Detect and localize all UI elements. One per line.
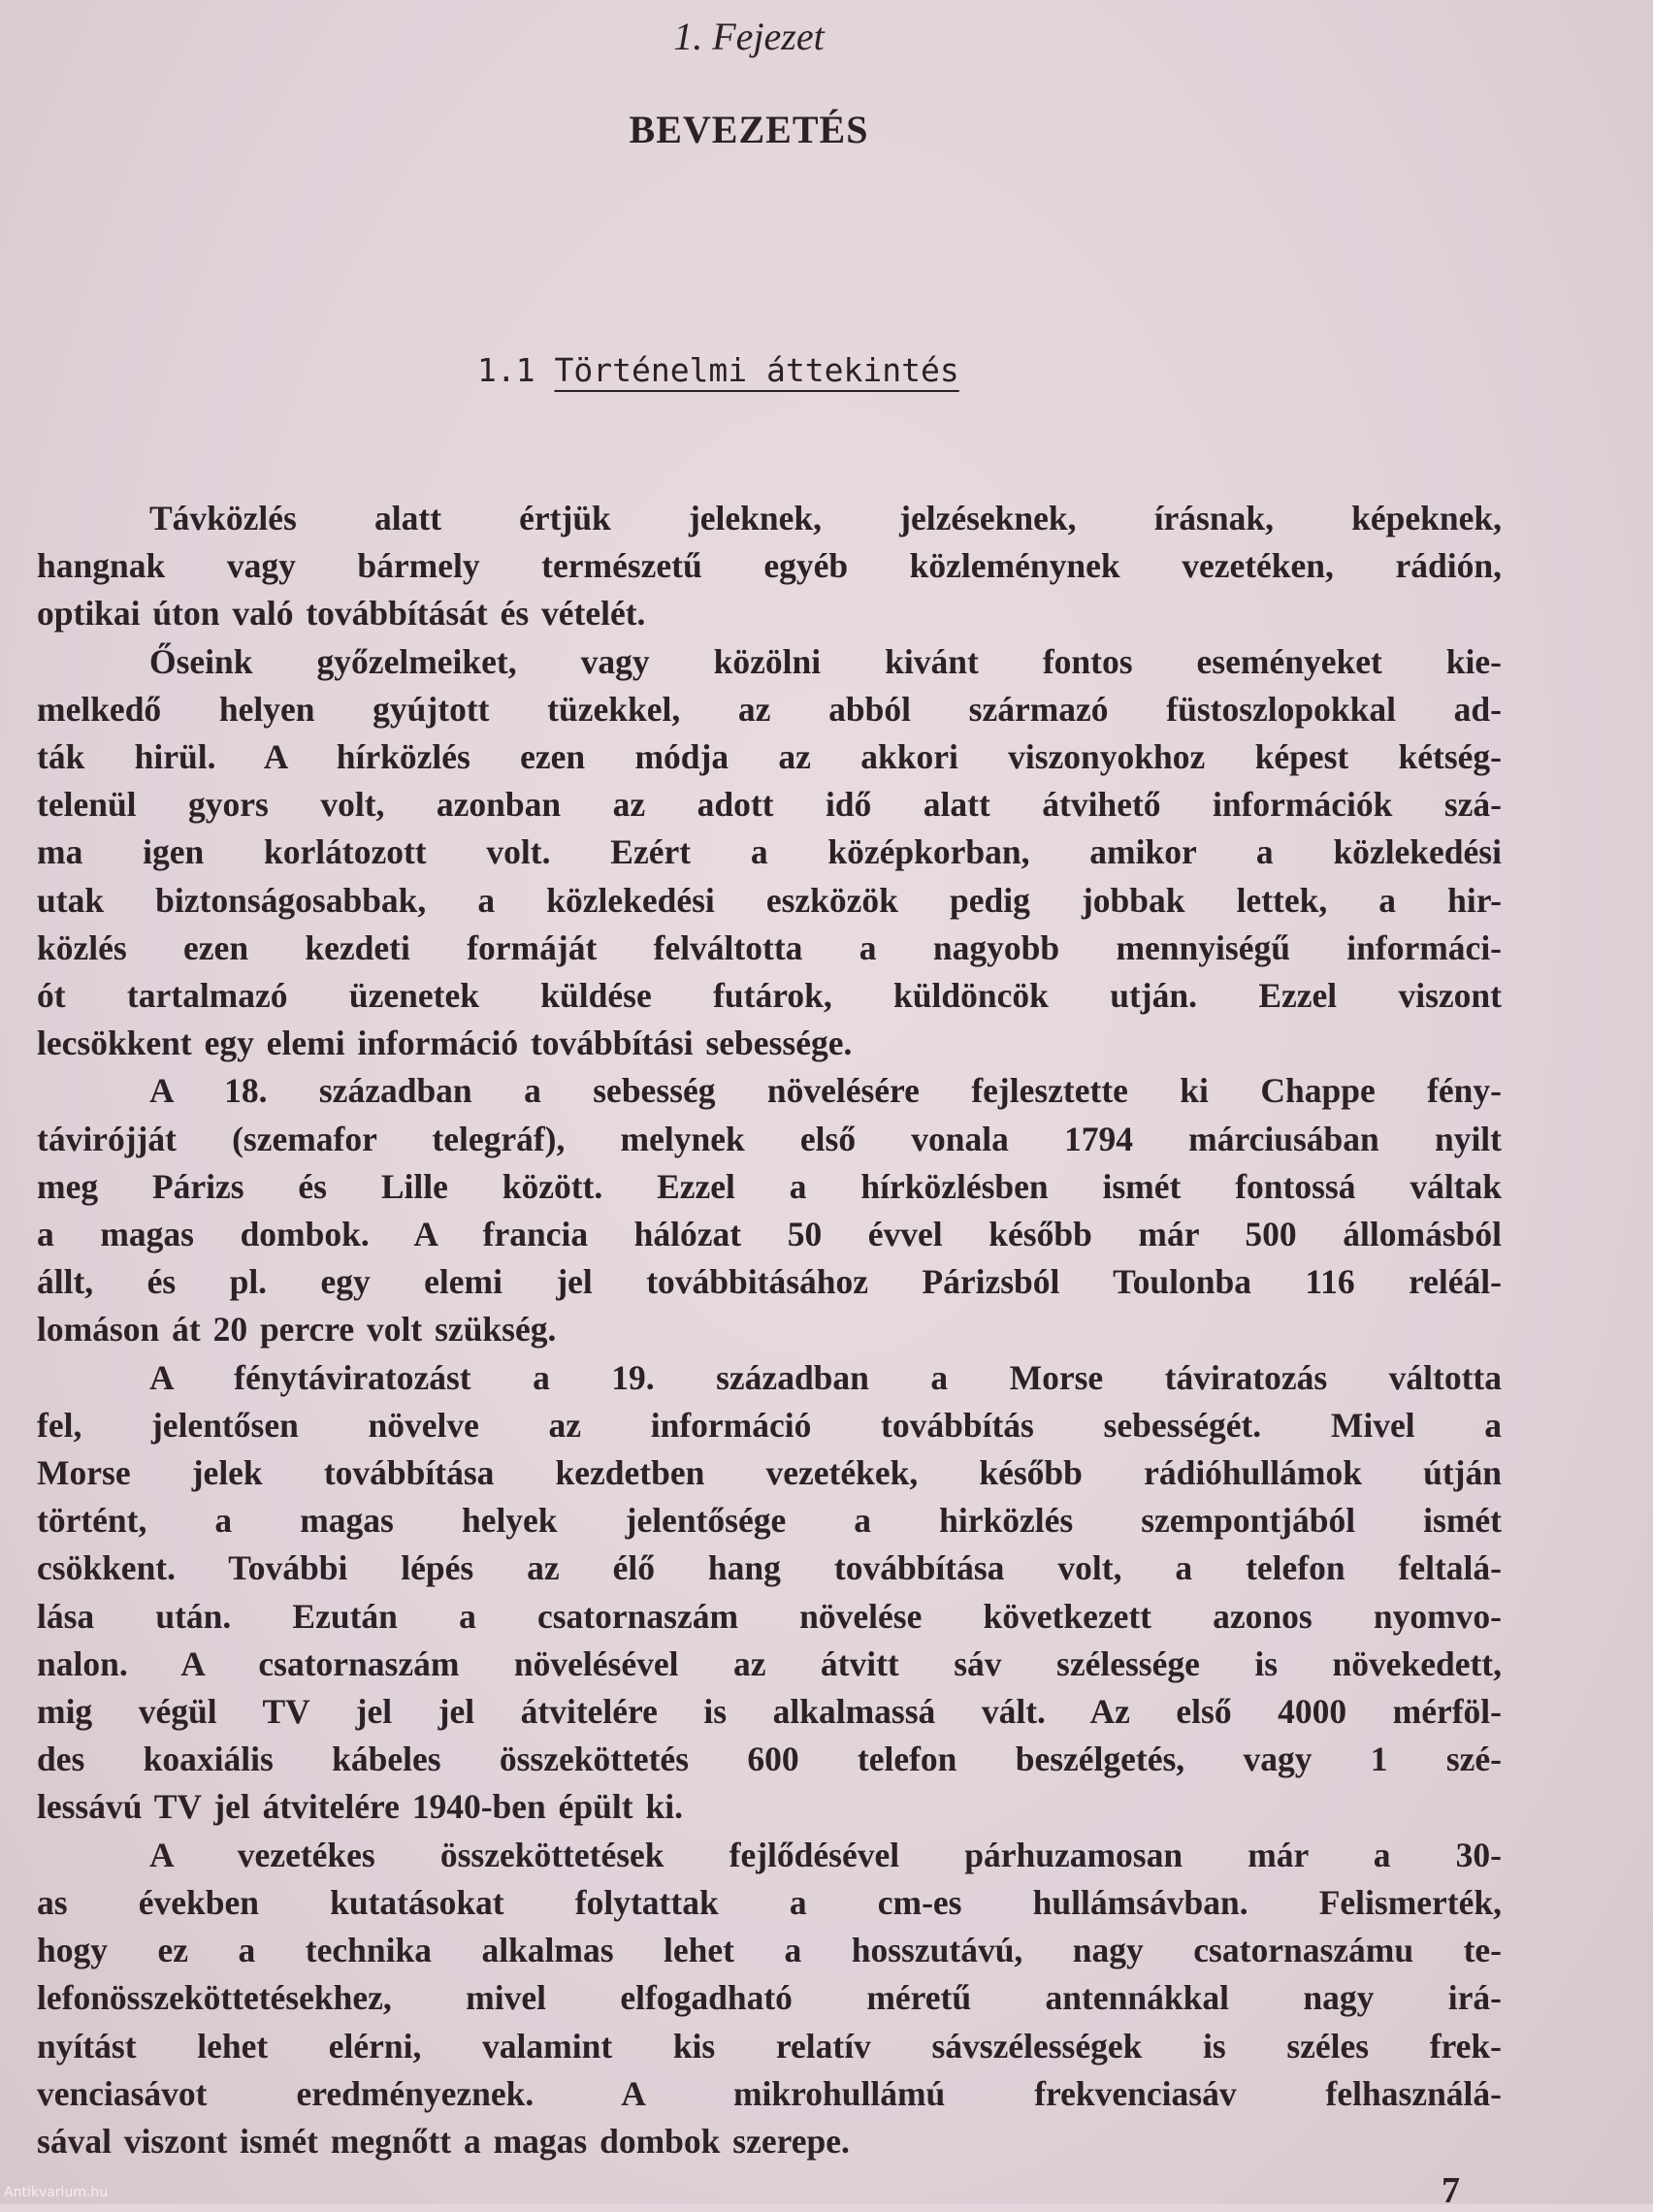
section-title: Történelmi áttekintés (554, 351, 959, 389)
text-line: ót tartalmazó üzenetek küldése futárok, küldöncök utján. Ezzel viszont (37, 976, 1502, 1016)
watermark: Antikvarium.hu (4, 2185, 109, 2200)
text-line: Őseink győzelmeiket, vagy közölni kivánt fontos eseményeket kie- (149, 641, 1502, 681)
text-line: Távközlés alatt értjük jeleknek, jelzéseknek, írásnak, képeknek, (149, 499, 1502, 537)
text-line: lomáson át 20 percre volt szükség. (37, 1310, 557, 1350)
text-line: lecsökkent egy elemi információ továbbítási sebessége. (37, 1024, 853, 1063)
text-line: melkedő helyen gyújtott tüzekkel, az abból származó füstoszlopokkal ad- (37, 689, 1502, 729)
chapter-label: 1. Fejezet (673, 15, 825, 58)
text-line: hogy ez a technika alkalmas lehet a hosszutávú, nagy csatornaszámu te- (37, 1931, 1502, 1970)
text-line: távirójját (szemafor telegráf), melynek első vonala 1794 márciusában nyilt (37, 1119, 1502, 1158)
text-line: A vezetékes összeköttetések fejlődésével párhuzamosan már a 30- (149, 1835, 1502, 1874)
text-line: A 18. században a sebesség növelésére fejlesztette ki Chappe fény- (149, 1071, 1502, 1111)
text-line: as években kutatásokat folytattak a cm-es hullámsávban. Felismerték, (37, 1882, 1502, 1922)
body-text (37, 495, 1502, 2165)
section-heading (477, 351, 959, 389)
text-line: hangnak vagy bármely természetű egyéb közleménynek vezetéken, rádión, (37, 546, 1502, 586)
text-line: nyítást lehet elérni, valamint kis relatív sávszélességek is széles frek- (37, 2026, 1502, 2066)
chapter-title: BEVEZETÉS (629, 108, 869, 151)
paragraph (37, 1067, 1502, 1353)
text-line: csökkent. További lépés az élő hang továbbítása volt, a telefon feltalá- (37, 1548, 1502, 1588)
text-line: állt, és pl. egy elemi jel továbbitásához Párizsból Toulonba 116 reléál- (37, 1262, 1502, 1302)
text-line: történt, a magas helyek jelentősége a hirközlés szempontjából ismét (37, 1501, 1502, 1541)
page-number: 7 (1442, 2170, 1460, 2211)
text-line: lása után. Ezután a csatornaszám növelése következett azonos nyomvo- (37, 1596, 1502, 1636)
text-line: lessávú TV jel átvitelére 1940-ben épült ki. (37, 1787, 683, 1827)
text-line: sával viszont ismét megnőtt a magas dombok szerepe. (37, 2121, 850, 2161)
text-line: utak biztonságosabbak, a közlekedési eszközök pedig jobbak lettek, a hir- (37, 880, 1502, 920)
text-line: mig végül TV jel jel átvitelére is alkalmassá vált. Az első 4000 mérföl- (37, 1692, 1502, 1732)
text-line: nalon. A csatornaszám növelésével az átvitt sáv szélessége is növekedett, (37, 1643, 1502, 1683)
paragraph (37, 1354, 1502, 1832)
text-line: ma igen korlátozott volt. Ezért a középkorban, amikor a közlekedési (37, 832, 1502, 872)
text-line: fel, jelentősen növelve az információ továbbítás sebességét. Mivel a (37, 1405, 1502, 1445)
text-line: ták hirül. A hírközlés ezen módja az akkori viszonyokhoz képest kétség- (37, 737, 1502, 777)
paragraph (37, 638, 1502, 1068)
text-line: a magas dombok. A francia hálózat 50 évvel később már 500 állomásból (37, 1215, 1502, 1254)
text-line: meg Párizs és Lille között. Ezzel a hírközlésben ismét fontossá váltak (37, 1166, 1502, 1206)
paragraph (37, 1832, 1502, 2165)
paragraph (37, 495, 1502, 638)
text-line: venciasávot eredményeznek. A mikrohullámú frekvenciasáv felhasználá- (37, 2073, 1502, 2113)
text-line: közlés ezen kezdeti formáját felváltotta a nagyobb mennyiségű informáci- (37, 927, 1502, 967)
section-number: 1.1 (477, 351, 535, 389)
text-line: A fénytáviratozást a 19. században a Morse táviratozás váltotta (149, 1357, 1502, 1397)
text-line: des koaxiális kábeles összeköttetés 600 telefon beszélgetés, vagy 1 szé- (37, 1740, 1502, 1779)
text-line: telenül gyors volt, azonban az adott idő alatt átvihető információk szá- (37, 785, 1502, 825)
text-line: Morse jelek továbbítása kezdetben vezetékek, később rádióhullámok útján (37, 1453, 1502, 1493)
text-line: optikai úton való továbbítását és vételét. (37, 594, 646, 634)
text-line: lefonösszeköttetésekhez, mivel elfogadható méretű antennákkal nagy irá- (37, 1978, 1502, 2018)
